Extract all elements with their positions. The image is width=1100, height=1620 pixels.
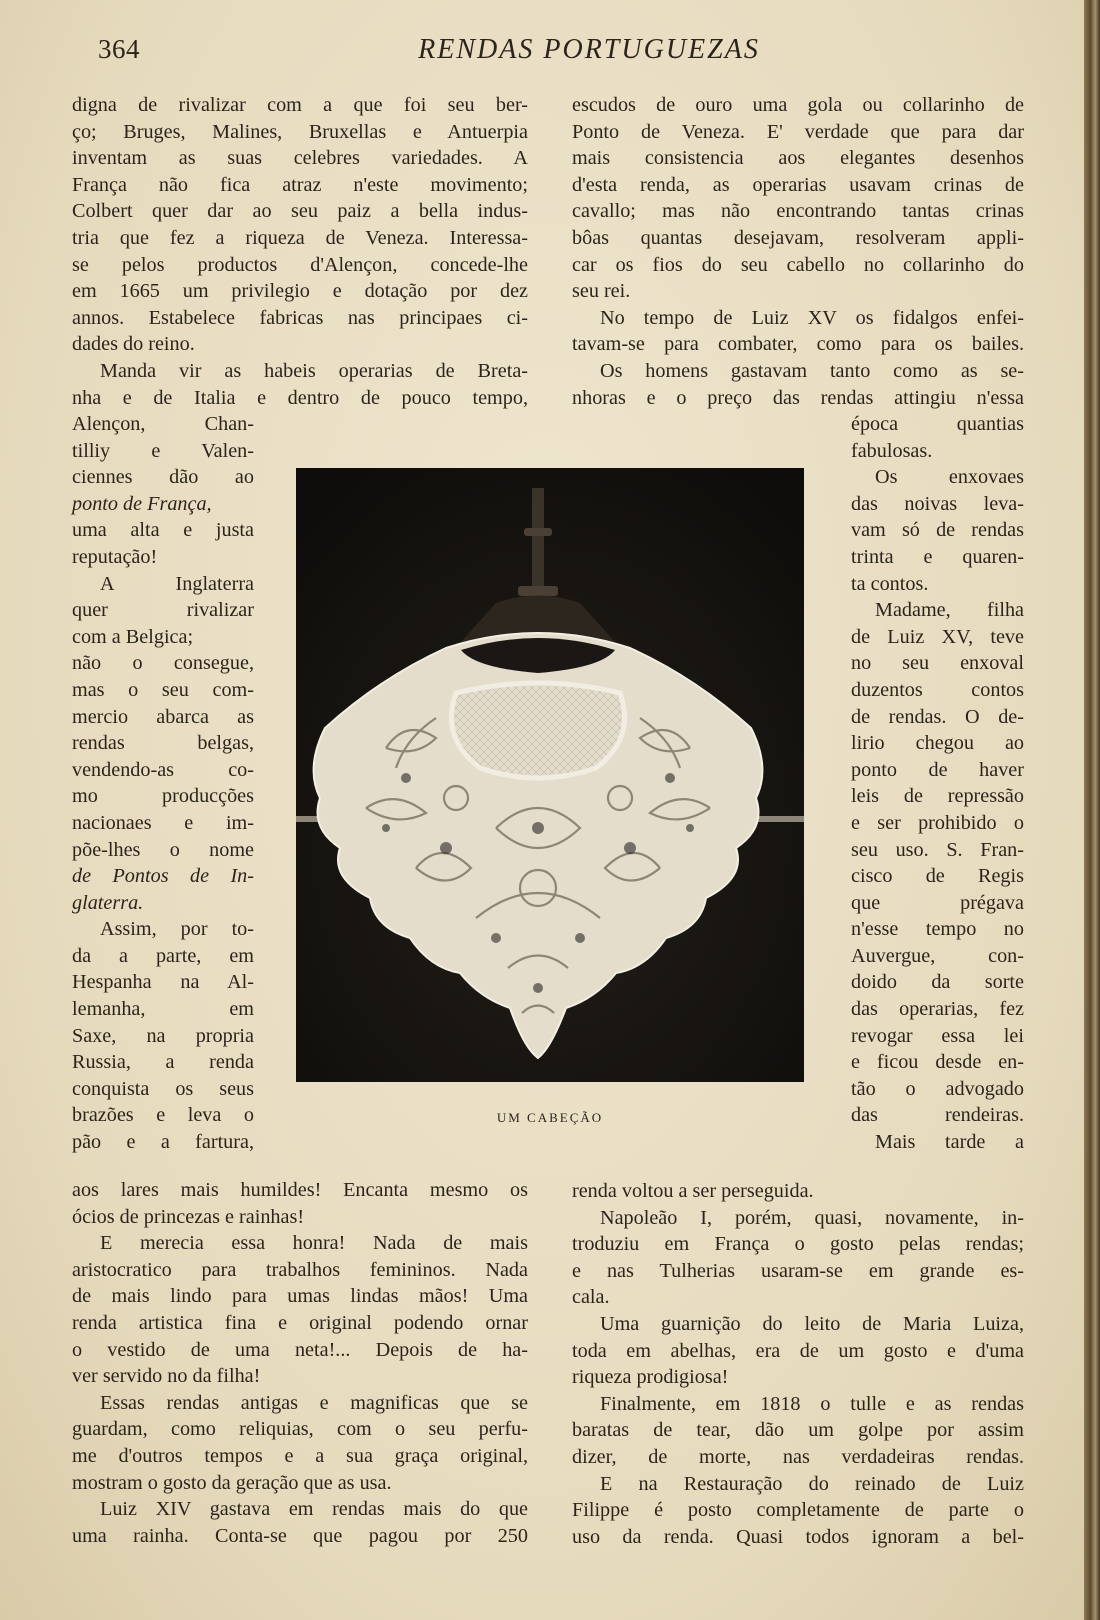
text-line: no seu enxoval <box>851 652 1024 675</box>
text-line: mercio abarca as <box>72 705 254 728</box>
text-line: Colbert quer dar ao seu paiz a bella indus- <box>72 200 528 223</box>
text-line: n'esse tempo no <box>851 918 1024 941</box>
text-line: cisco de Regis <box>851 865 1024 888</box>
text-line: digna de rivalizar com a que foi seu ber- <box>72 94 528 116</box>
text-line: escudos de ouro uma gola ou collarinho de <box>572 94 1024 116</box>
text-line: das noivas leva- <box>851 492 1024 515</box>
text-line: troduziu em França o gosto pelas rendas; <box>572 1233 1024 1256</box>
text-line: vendendo-as co- <box>72 758 254 781</box>
text-line: Uma guarnição do leito de Maria Luiza, <box>600 1312 1024 1335</box>
text-line: põe-lhes o nome <box>72 838 254 861</box>
left-column-bottom <box>72 1177 528 1549</box>
text-line: baratas de tear, dão um golpe por assim <box>572 1419 1024 1442</box>
running-title: RENDAS PORTUGUEZAS <box>418 34 760 65</box>
page-edge <box>1084 0 1100 1620</box>
text-line: Luiz XIV gastava em rendas mais do que <box>100 1498 528 1521</box>
text-line: se pelos productos d'Alençon, concede-lhe <box>72 253 528 276</box>
text-line: me d'outros tempos e a sua graça original, <box>72 1444 528 1467</box>
text-line: fabulosas. <box>851 439 933 462</box>
text-line: uma rainha. Conta-se que pagou por 250 <box>72 1524 528 1547</box>
text-line: nha e de Italia e dentro de pouco tempo, <box>72 386 528 409</box>
text-line: riqueza prodigiosa! <box>572 1366 729 1389</box>
text-line: ponto de haver <box>851 758 1024 781</box>
text-line: ver servido no da filha! <box>72 1365 261 1388</box>
text-line: o vestido de uma neta!... Depois de ha- <box>72 1338 528 1361</box>
text-line: tilliy e Valen- <box>72 439 254 462</box>
text-line: mais consistencia aos elegantes desenhos <box>572 147 1024 170</box>
text-line: de Pontos de In- <box>72 865 254 888</box>
text-line: Os homens gastavam tanto como as se- <box>600 359 1024 382</box>
text-line: dades do reino. <box>72 333 195 356</box>
text-line: que prégava <box>851 891 1024 914</box>
text-line: seu rei. <box>572 280 631 303</box>
text-line: dizer, de morte, nas verdadeiras rendas. <box>572 1445 1024 1468</box>
text-line: Manda vir as habeis operarias de Breta- <box>100 359 528 382</box>
text-line: das rendeiras. <box>851 1104 1024 1127</box>
text-line: pão e a fartura, <box>72 1131 254 1154</box>
text-line: tria que fez a riqueza de Veneza. Interessa- <box>72 226 528 249</box>
text-line: toda em abelhas, era de um gosto e d'uma <box>572 1339 1024 1362</box>
text-line: das operarias, fez <box>851 998 1024 1021</box>
text-line: de rendas. O de- <box>851 705 1024 728</box>
text-line: renda voltou a ser perseguida. <box>572 1180 814 1202</box>
text-line: aos lares mais humildes! Encanta mesmo os <box>72 1179 528 1201</box>
text-line: época quantias <box>851 413 1024 435</box>
text-line: não o consegue, <box>72 652 254 675</box>
figure-caption: UM CABEÇÃO <box>496 1110 604 1125</box>
right-column-top <box>572 92 1024 411</box>
text-line: Napoleão I, porém, quasi, novamente, in- <box>600 1206 1024 1229</box>
text-line: ócios de princezas e rainhas! <box>72 1205 305 1228</box>
text-line: lemanha, em <box>72 998 254 1021</box>
text-line: aristocratico para trabalhos femininos. Nada <box>72 1258 528 1281</box>
text-line: mostram o gosto da geração que as usa. <box>72 1471 392 1494</box>
text-line: d'esta renda, as operarias usavam crinas de <box>572 173 1024 196</box>
text-line: Essas rendas antigas e magnificas que se <box>100 1391 528 1414</box>
text-line: Saxe, na propria <box>72 1024 254 1047</box>
text-line: Assim, por to- <box>100 918 254 941</box>
text-line: mas o seu com- <box>72 678 254 701</box>
text-line: uma alta e justa <box>72 519 254 542</box>
text-line: annos. Estabelece fabricas nas principaes ci- <box>72 306 528 329</box>
text-line: A Inglaterra <box>100 572 254 595</box>
text-line: Mais tarde a <box>875 1131 1024 1154</box>
text-line: nacionaes e im- <box>72 811 254 834</box>
text-line: guardam, como reliquias, com o seu perfu- <box>72 1418 528 1441</box>
text-line: mo producções <box>72 785 254 808</box>
text-line: ciennes dão ao <box>72 466 254 489</box>
lace-collar-image <box>296 468 804 1082</box>
text-line: car os fios do seu cabello no collarinho do <box>572 253 1024 276</box>
text-line: doido da sorte <box>851 971 1024 994</box>
text-line: E na Restauração do reinado de Luiz <box>600 1472 1024 1495</box>
text-line: conquista os seus <box>72 1077 254 1100</box>
left-column-wrap <box>72 411 254 1156</box>
text-line: em 1665 um privilegio e dotação por dez <box>72 280 528 303</box>
text-line: E merecia essa honra! Nada de mais <box>100 1232 528 1255</box>
text-line: e ser prohibido o <box>851 811 1024 834</box>
text-line: glaterra. <box>72 891 144 914</box>
text-line: vam só de rendas <box>851 519 1024 542</box>
text-line: com a Belgica; <box>72 625 194 648</box>
left-column-top <box>72 92 528 411</box>
text-line: rendas belgas, <box>72 732 254 755</box>
text-line: ponto de França, <box>72 492 212 515</box>
text-line: de Luiz XV, teve <box>851 625 1024 648</box>
text-line: Auvergue, con- <box>851 944 1024 967</box>
text-line: da a parte, em <box>72 944 254 967</box>
text-line: brazões e leva o <box>72 1104 254 1127</box>
text-line: seu uso. S. Fran- <box>851 838 1024 861</box>
text-line: Ponto de Veneza. E' verdade que para dar <box>572 120 1024 143</box>
text-line: quer rivalizar <box>72 599 254 622</box>
text-line: tavam-se para combater, como para os bailes. <box>572 333 1024 356</box>
text-line: leis de repressão <box>851 785 1024 808</box>
text-line: Finalmente, em 1818 o tulle e as rendas <box>600 1392 1024 1415</box>
text-line: Russia, a renda <box>72 1051 254 1074</box>
lace-collar-photo <box>296 468 804 1082</box>
right-column-wrap <box>851 411 1024 1156</box>
text-line: tão o advogado <box>851 1077 1024 1100</box>
text-line: bôas quantas desejavam, resolveram appli- <box>572 226 1024 249</box>
text-line: reputação! <box>72 545 158 568</box>
text-line: e nas Tulherias usaram-se em grande es- <box>572 1259 1024 1282</box>
text-line: Alençon, Chan- <box>72 413 254 435</box>
text-line: nhoras e o preço das rendas attingiu n'essa <box>572 386 1024 409</box>
text-line: Os enxovaes <box>875 466 1024 489</box>
text-line: Madame, filha <box>875 599 1024 622</box>
page-number: 364 <box>98 34 140 64</box>
text-line: Filippe é posto completamente de parte o <box>572 1499 1024 1522</box>
text-line: No tempo de Luiz XV os fidalgos enfei- <box>600 306 1024 329</box>
text-line: duzentos contos <box>851 678 1024 701</box>
text-line: de mais lindo para umas lindas mãos! Uma <box>72 1285 528 1308</box>
text-line: e ficou desde en- <box>851 1051 1024 1074</box>
text-line: França não fica atraz n'este movimento; <box>72 173 528 196</box>
text-line: Hespanha na Al- <box>72 971 254 994</box>
text-line: trinta e quaren- <box>851 545 1024 568</box>
text-line: revogar essa lei <box>851 1024 1024 1047</box>
text-line: lirio chegou ao <box>851 732 1024 755</box>
text-line: renda artistica fina e original podendo ornar <box>72 1311 528 1334</box>
text-line: cavallo; mas não encontrando tantas crinas <box>572 200 1024 223</box>
page-header <box>94 34 1024 74</box>
text-line: uso da renda. Quasi todos ignoram a bel- <box>572 1525 1024 1548</box>
text-line: ço; Bruges, Malines, Bruxellas e Antuerpia <box>72 120 528 143</box>
text-line: cala. <box>572 1286 610 1309</box>
text-line: inventam as suas celebres variedades. A <box>72 147 528 170</box>
right-column-bottom <box>572 1178 1024 1550</box>
text-line: ta contos. <box>851 572 929 595</box>
